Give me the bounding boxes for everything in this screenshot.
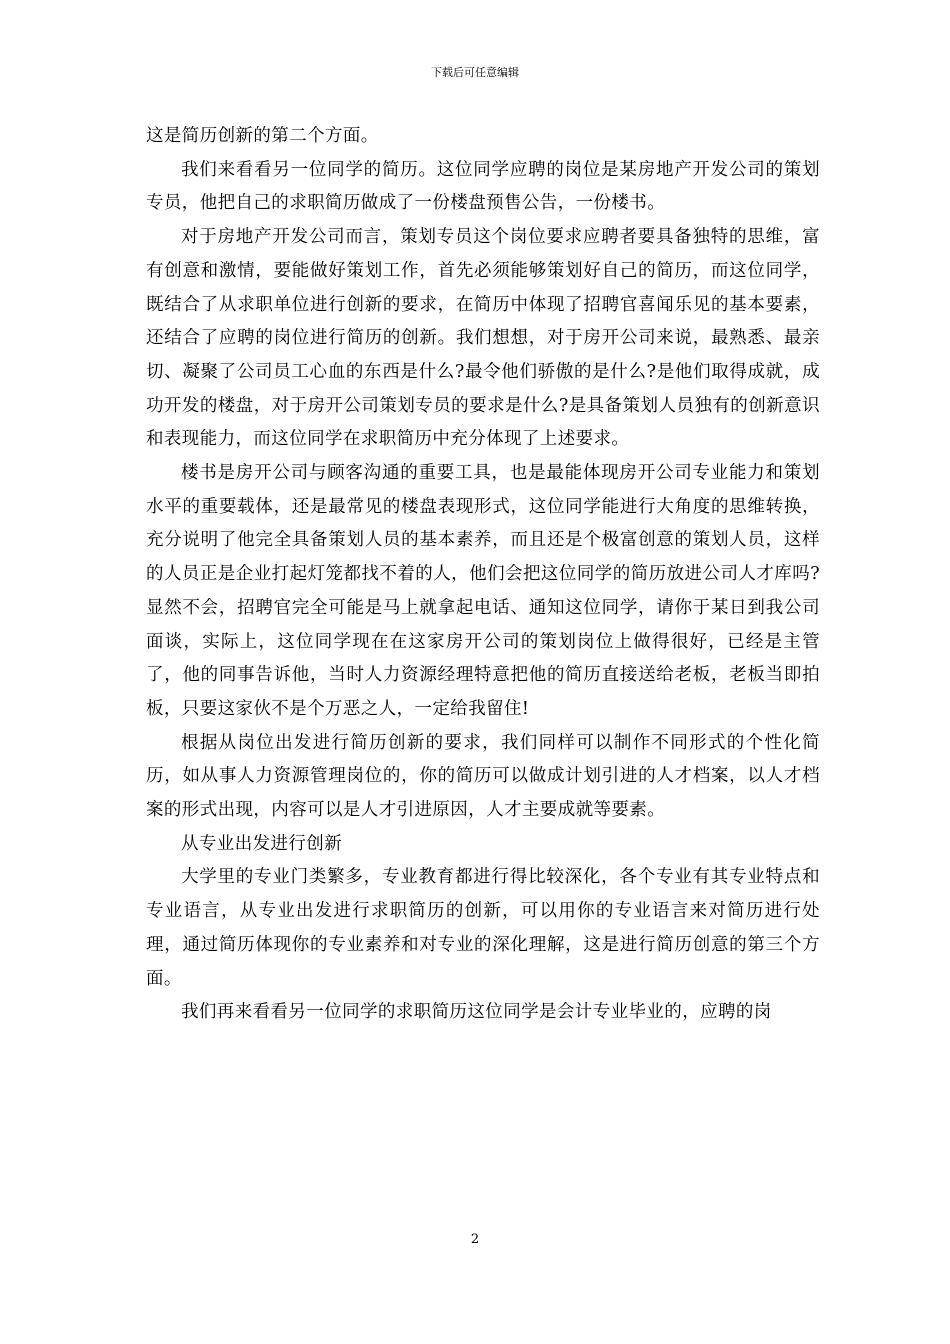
paragraph: 根据从岗位出发进行简历创新的要求，我们同样可以制作不同形式的个性化简历，如从事人力资源管理岗位的，你的简历可以做成计划引进的人才档案，以人才档案的形式出现，内容可以是人才引进原因，人才主要成就等要素。: [146, 732, 820, 821]
section-heading: 从专业出发进行创新: [181, 833, 343, 854]
paragraph: 对于房地产开发公司而言，策划专员这个岗位要求应聘者要具备独特的思维，富有创意和激情，要能做好策划工作，首先必须能够策划好自己的简历，而这位同学，既结合了从求职单位进行创新的要求，在简历中体现了招聘官喜闻乐见的基本要素，还结合了应聘的岗位进行简历的创新。我们想想，对于房开公司来说，最熟悉、最亲切、凝聚了公司员工心血的东西是什么?最令他们骄傲的是什么?是他们取得成就，成功开发的楼盘，对于房开公司策划专员的要求是什么?是具备策划人员独有的创新意识和表现能力，而这位同学在求职简历中充分体现了上述要求。: [146, 227, 820, 450]
page-header: 下载后可任意编辑: [431, 66, 519, 79]
paragraph-continuation: 这是简历创新的第二个方面。: [146, 126, 379, 146]
document-body: [146, 120, 820, 1030]
page-number: 2: [470, 1232, 480, 1247]
paragraph: 大学里的专业门类繁多，专业教育都进行得比较深化，各个专业有其专业特点和专业语言，从专业出发进行求职简历的创新，可以用你的专业语言来对简历进行处理，通过简历体现你的专业素养和对专业的深化理解，这是进行简历创意的第三个方面。: [146, 867, 820, 989]
paragraph: 楼书是房开公司与顾客沟通的重要工具，也是最能体现房开公司专业能力和策划水平的重要载体，还是最常见的楼盘表现形式，这位同学能进行大角度的思维转换，充分说明了他完全具备策划人员的基本素养，而且还是个极富创意的策划人员，这样的人员正是企业打起灯笼都找不着的人，他们会把这位同学的简历放进公司人才库吗?显然不会，招聘官完全可能是马上就拿起电话、通知这位同学，请你于某日到我公司面谈，实际上，这位同学现在在这家房开公司的策划岗位上做得很好，已经是主管了，他的同事告诉他，当时人力资源经理特意把他的简历直接送给老板，老板当即拍板，只要这家伙不是个万恶之人，一定给我留住!: [146, 463, 820, 719]
paragraph: 我们再来看看另一位同学的求职简历这位同学是会计专业毕业的，应聘的岗: [181, 1002, 772, 1023]
paragraph: 我们来看看另一位同学的简历。这位同学应聘的岗位是某房地产开发公司的策划专员，他把自己的求职简历做成了一份楼盘预售公告，一份楼书。: [146, 159, 820, 214]
